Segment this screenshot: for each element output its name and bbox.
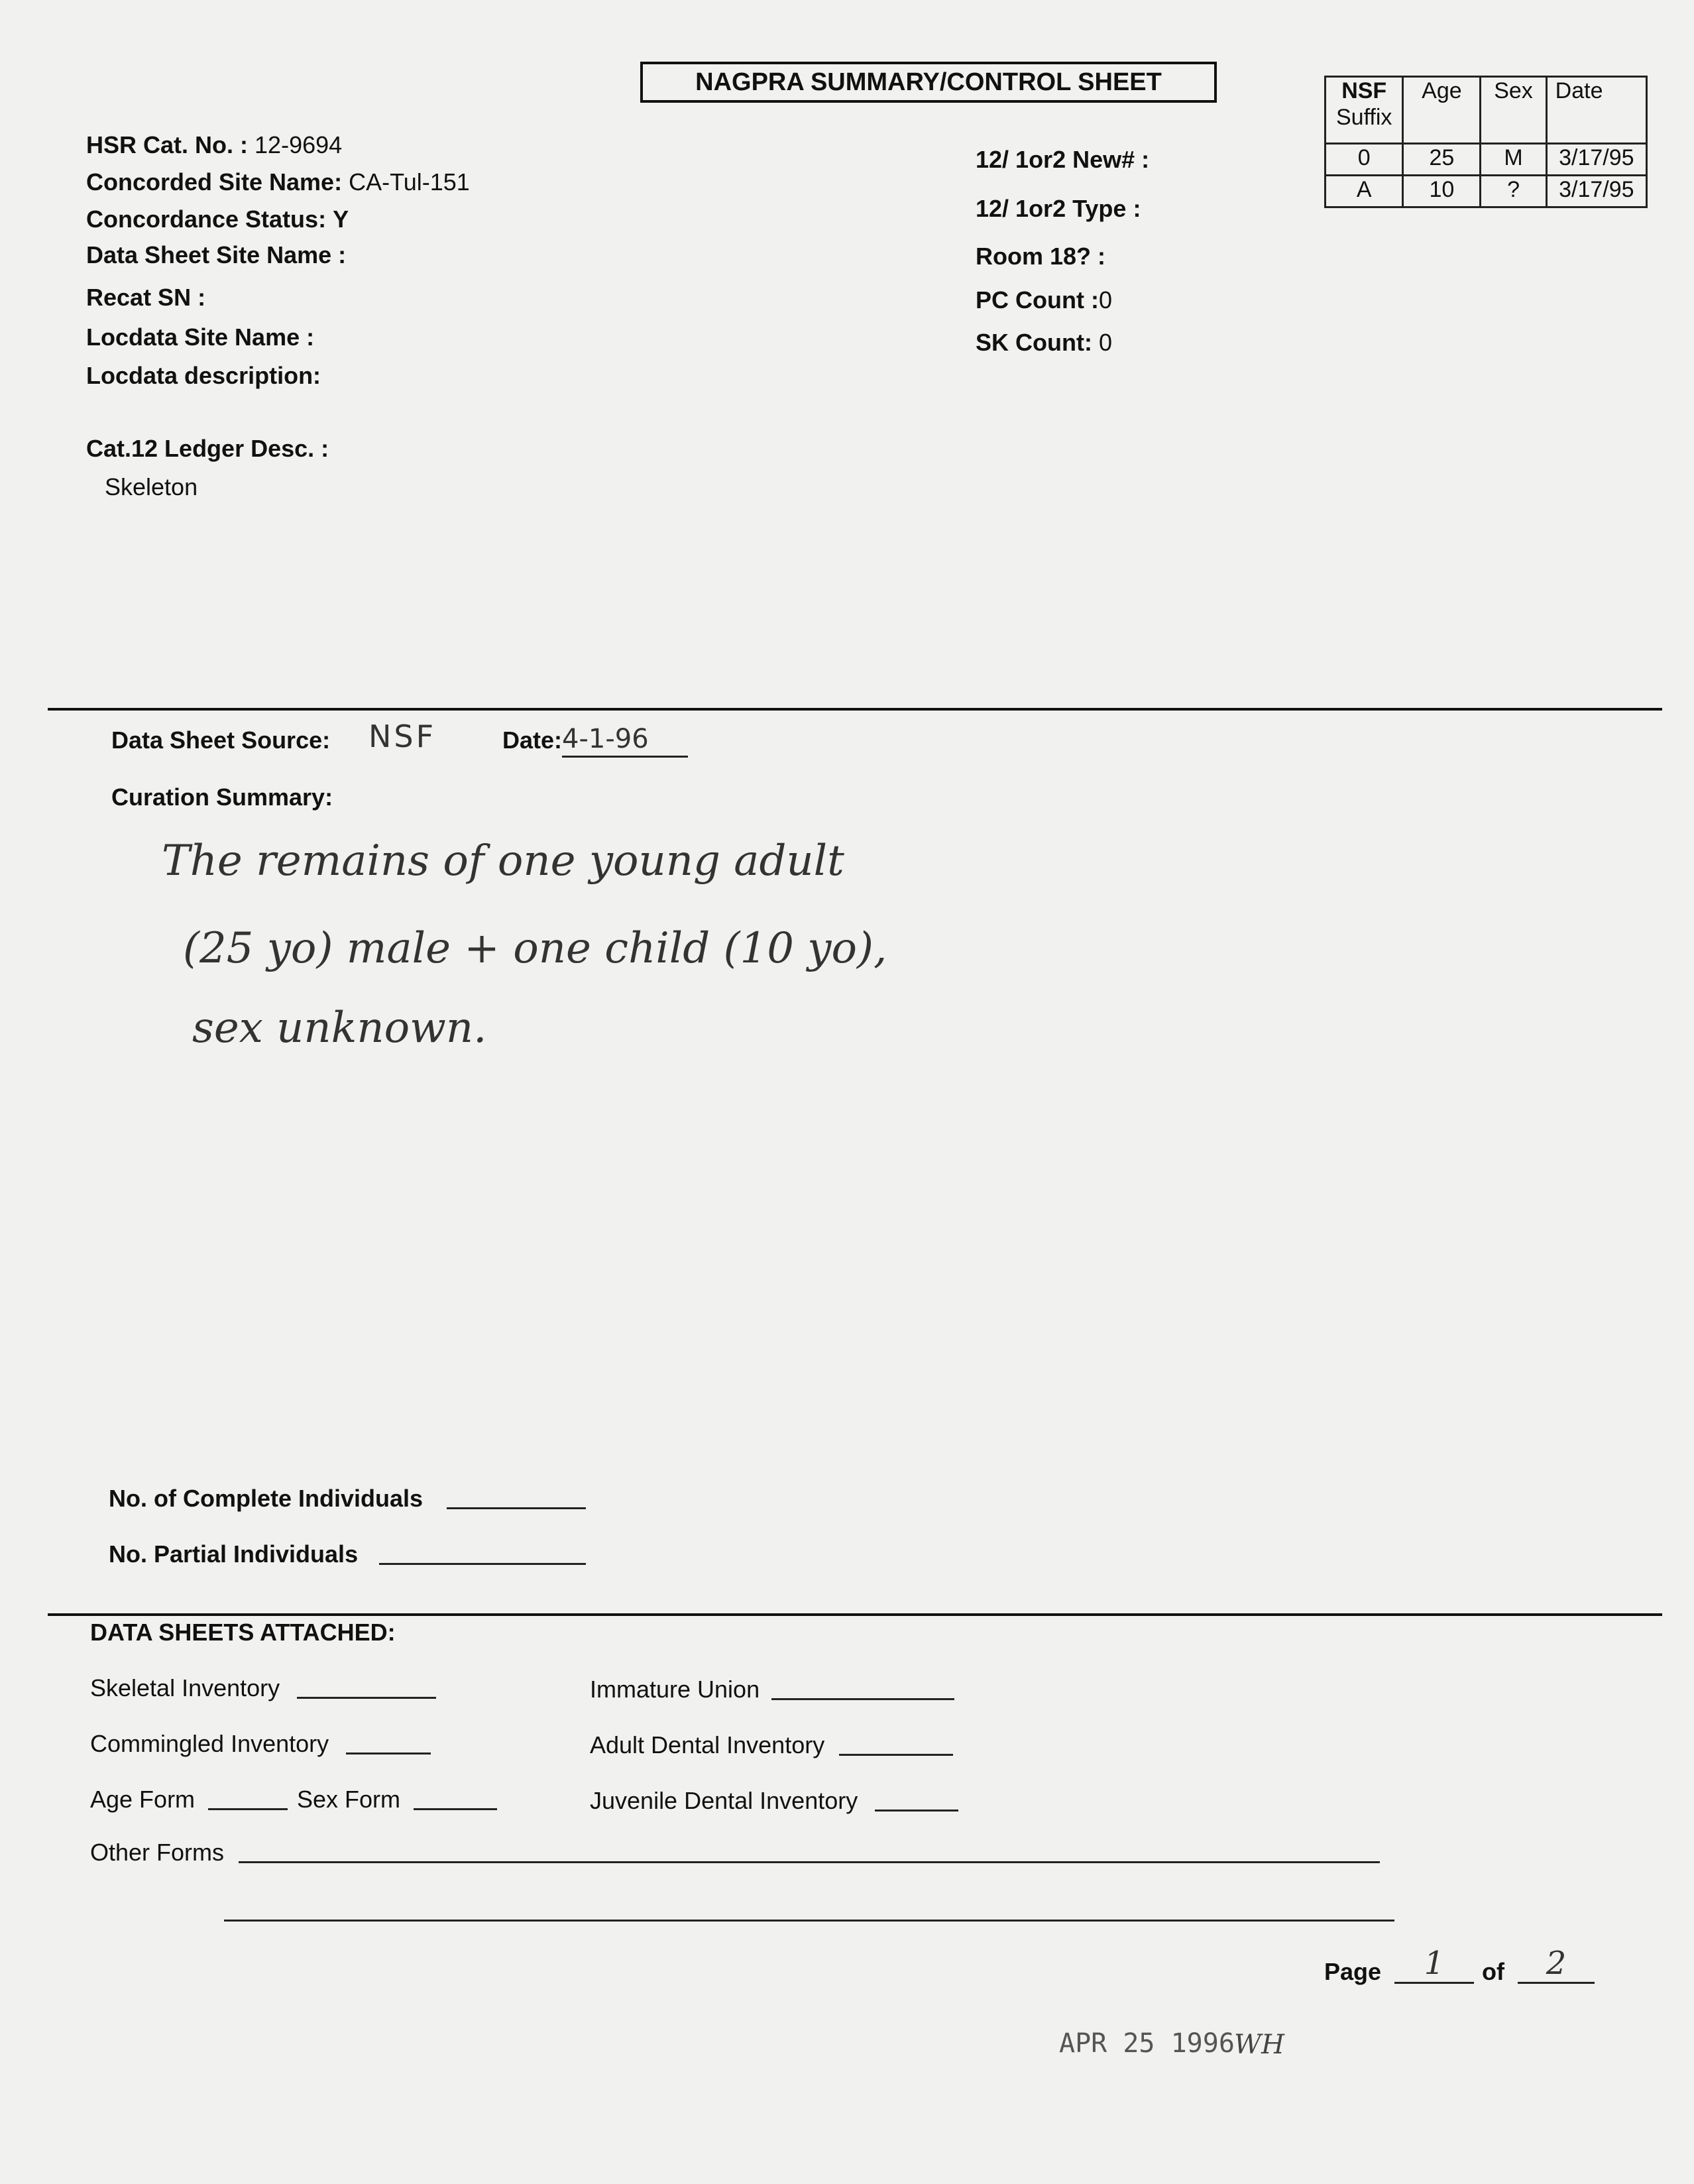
sk-count-label: SK Count: [976, 329, 1092, 356]
skeletal-inventory-blank [297, 1697, 436, 1699]
other-forms-blank [239, 1861, 1380, 1863]
nsf-header-line1: NSF [1341, 78, 1387, 103]
sex-header: Sex [1481, 77, 1546, 144]
page-number: 1 [1394, 1945, 1474, 1984]
age-cell: 10 [1403, 175, 1481, 207]
concordance-status-label: Concordance Status: [86, 205, 327, 233]
hsr-cat-label: HSR Cat. No. : [86, 131, 249, 158]
date-cell: 3/17/95 [1546, 143, 1646, 175]
of-label: of [1482, 1958, 1504, 1985]
pc-count-value: 0 [1098, 286, 1112, 314]
complete-individuals-label: No. of Complete Individuals [109, 1485, 424, 1512]
ledger-desc-label: Cat.12 Ledger Desc. : [86, 435, 329, 462]
sex-form-label: Sex Form [297, 1786, 401, 1813]
hsr-cat-field [86, 131, 342, 159]
date-value: 4-1-96 [562, 724, 688, 758]
table-row [1326, 143, 1647, 175]
section-divider [48, 708, 1662, 711]
commingled-inventory-blank [346, 1753, 431, 1754]
sk-count-value: 0 [1098, 329, 1113, 356]
data-sheet-source-label: Data Sheet Source: [111, 726, 331, 754]
age-cell: 25 [1403, 143, 1481, 175]
immature-union-blank [771, 1698, 954, 1700]
recat-sn-label: Recat SN : [86, 284, 206, 311]
immature-union-label: Immature Union [590, 1676, 760, 1703]
partial-individuals-blank [379, 1563, 586, 1565]
type-label: 12/ 1or2 Type : [976, 195, 1141, 222]
locdata-site-label: Locdata Site Name : [86, 323, 315, 351]
handwritten-line: (25 yo) male + one child (10 yo), [183, 924, 887, 973]
page-label: Page [1324, 1958, 1382, 1985]
concorded-site-label: Concorded Site Name: [86, 168, 343, 196]
date-header: Date [1546, 77, 1646, 144]
nsf-table [1324, 76, 1648, 208]
juvenile-dental-label: Juvenile Dental Inventory [590, 1787, 858, 1814]
new-num-label: 12/ 1or2 New# : [976, 146, 1150, 173]
date-cell: 3/17/95 [1546, 175, 1646, 207]
date-stamp: APR 25 1996 [1059, 2028, 1235, 2059]
pc-count-field [976, 286, 1112, 314]
commingled-inventory-label: Commingled Inventory [90, 1730, 329, 1757]
concordance-status-value: Y [333, 205, 349, 233]
nsf-table-header-row [1326, 77, 1647, 144]
ledger-desc-value: Skeleton [105, 473, 198, 500]
curation-summary-label: Curation Summary: [111, 783, 333, 811]
nsf-suffix-cell: A [1326, 175, 1403, 207]
concorded-site-value: CA-Tul-151 [349, 168, 470, 196]
partial-individuals-label: No. Partial Individuals [109, 1540, 359, 1568]
date-label: Date: [502, 726, 563, 754]
adult-dental-blank [839, 1754, 953, 1756]
sex-cell: M [1481, 143, 1546, 175]
concordance-status-field [86, 205, 349, 233]
sex-cell: ? [1481, 175, 1546, 207]
hsr-cat-value: 12-9694 [254, 131, 343, 158]
room-label: Room 18? : [976, 243, 1106, 270]
handwritten-line: The remains of one young adult [162, 836, 844, 886]
sex-form-blank [414, 1808, 497, 1810]
nsf-suffix-cell: 0 [1326, 143, 1403, 175]
nsf-suffix-header [1326, 77, 1403, 144]
complete-individuals-blank [447, 1507, 586, 1509]
data-sheet-source-value: NSF [368, 718, 437, 754]
skeletal-inventory-label: Skeletal Inventory [90, 1674, 280, 1701]
data-sheets-heading: DATA SHEETS ATTACHED: [90, 1619, 396, 1646]
juvenile-dental-blank [875, 1810, 958, 1811]
locdata-description-label: Locdata description: [86, 362, 321, 389]
section-divider [48, 1613, 1662, 1616]
total-pages: 2 [1518, 1945, 1595, 1984]
sk-count-field [976, 329, 1112, 357]
pc-count-label: PC Count : [976, 286, 1099, 314]
handwritten-line: sex unknown. [192, 1004, 487, 1053]
data-sheet-site-label: Data Sheet Site Name : [86, 241, 347, 268]
concorded-site-field [86, 168, 470, 196]
stamp-initials: WH [1234, 2030, 1284, 2060]
table-row [1326, 175, 1647, 207]
nsf-header-line2: Suffix [1336, 105, 1392, 130]
age-form-blank [208, 1808, 288, 1810]
other-forms-label: Other Forms [90, 1839, 225, 1866]
other-forms-blank-2 [224, 1920, 1394, 1922]
age-form-label: Age Form [90, 1786, 196, 1813]
page-title: NAGPRA SUMMARY/CONTROL SHEET [640, 62, 1217, 103]
age-header: Age [1403, 77, 1481, 144]
adult-dental-label: Adult Dental Inventory [590, 1731, 825, 1758]
